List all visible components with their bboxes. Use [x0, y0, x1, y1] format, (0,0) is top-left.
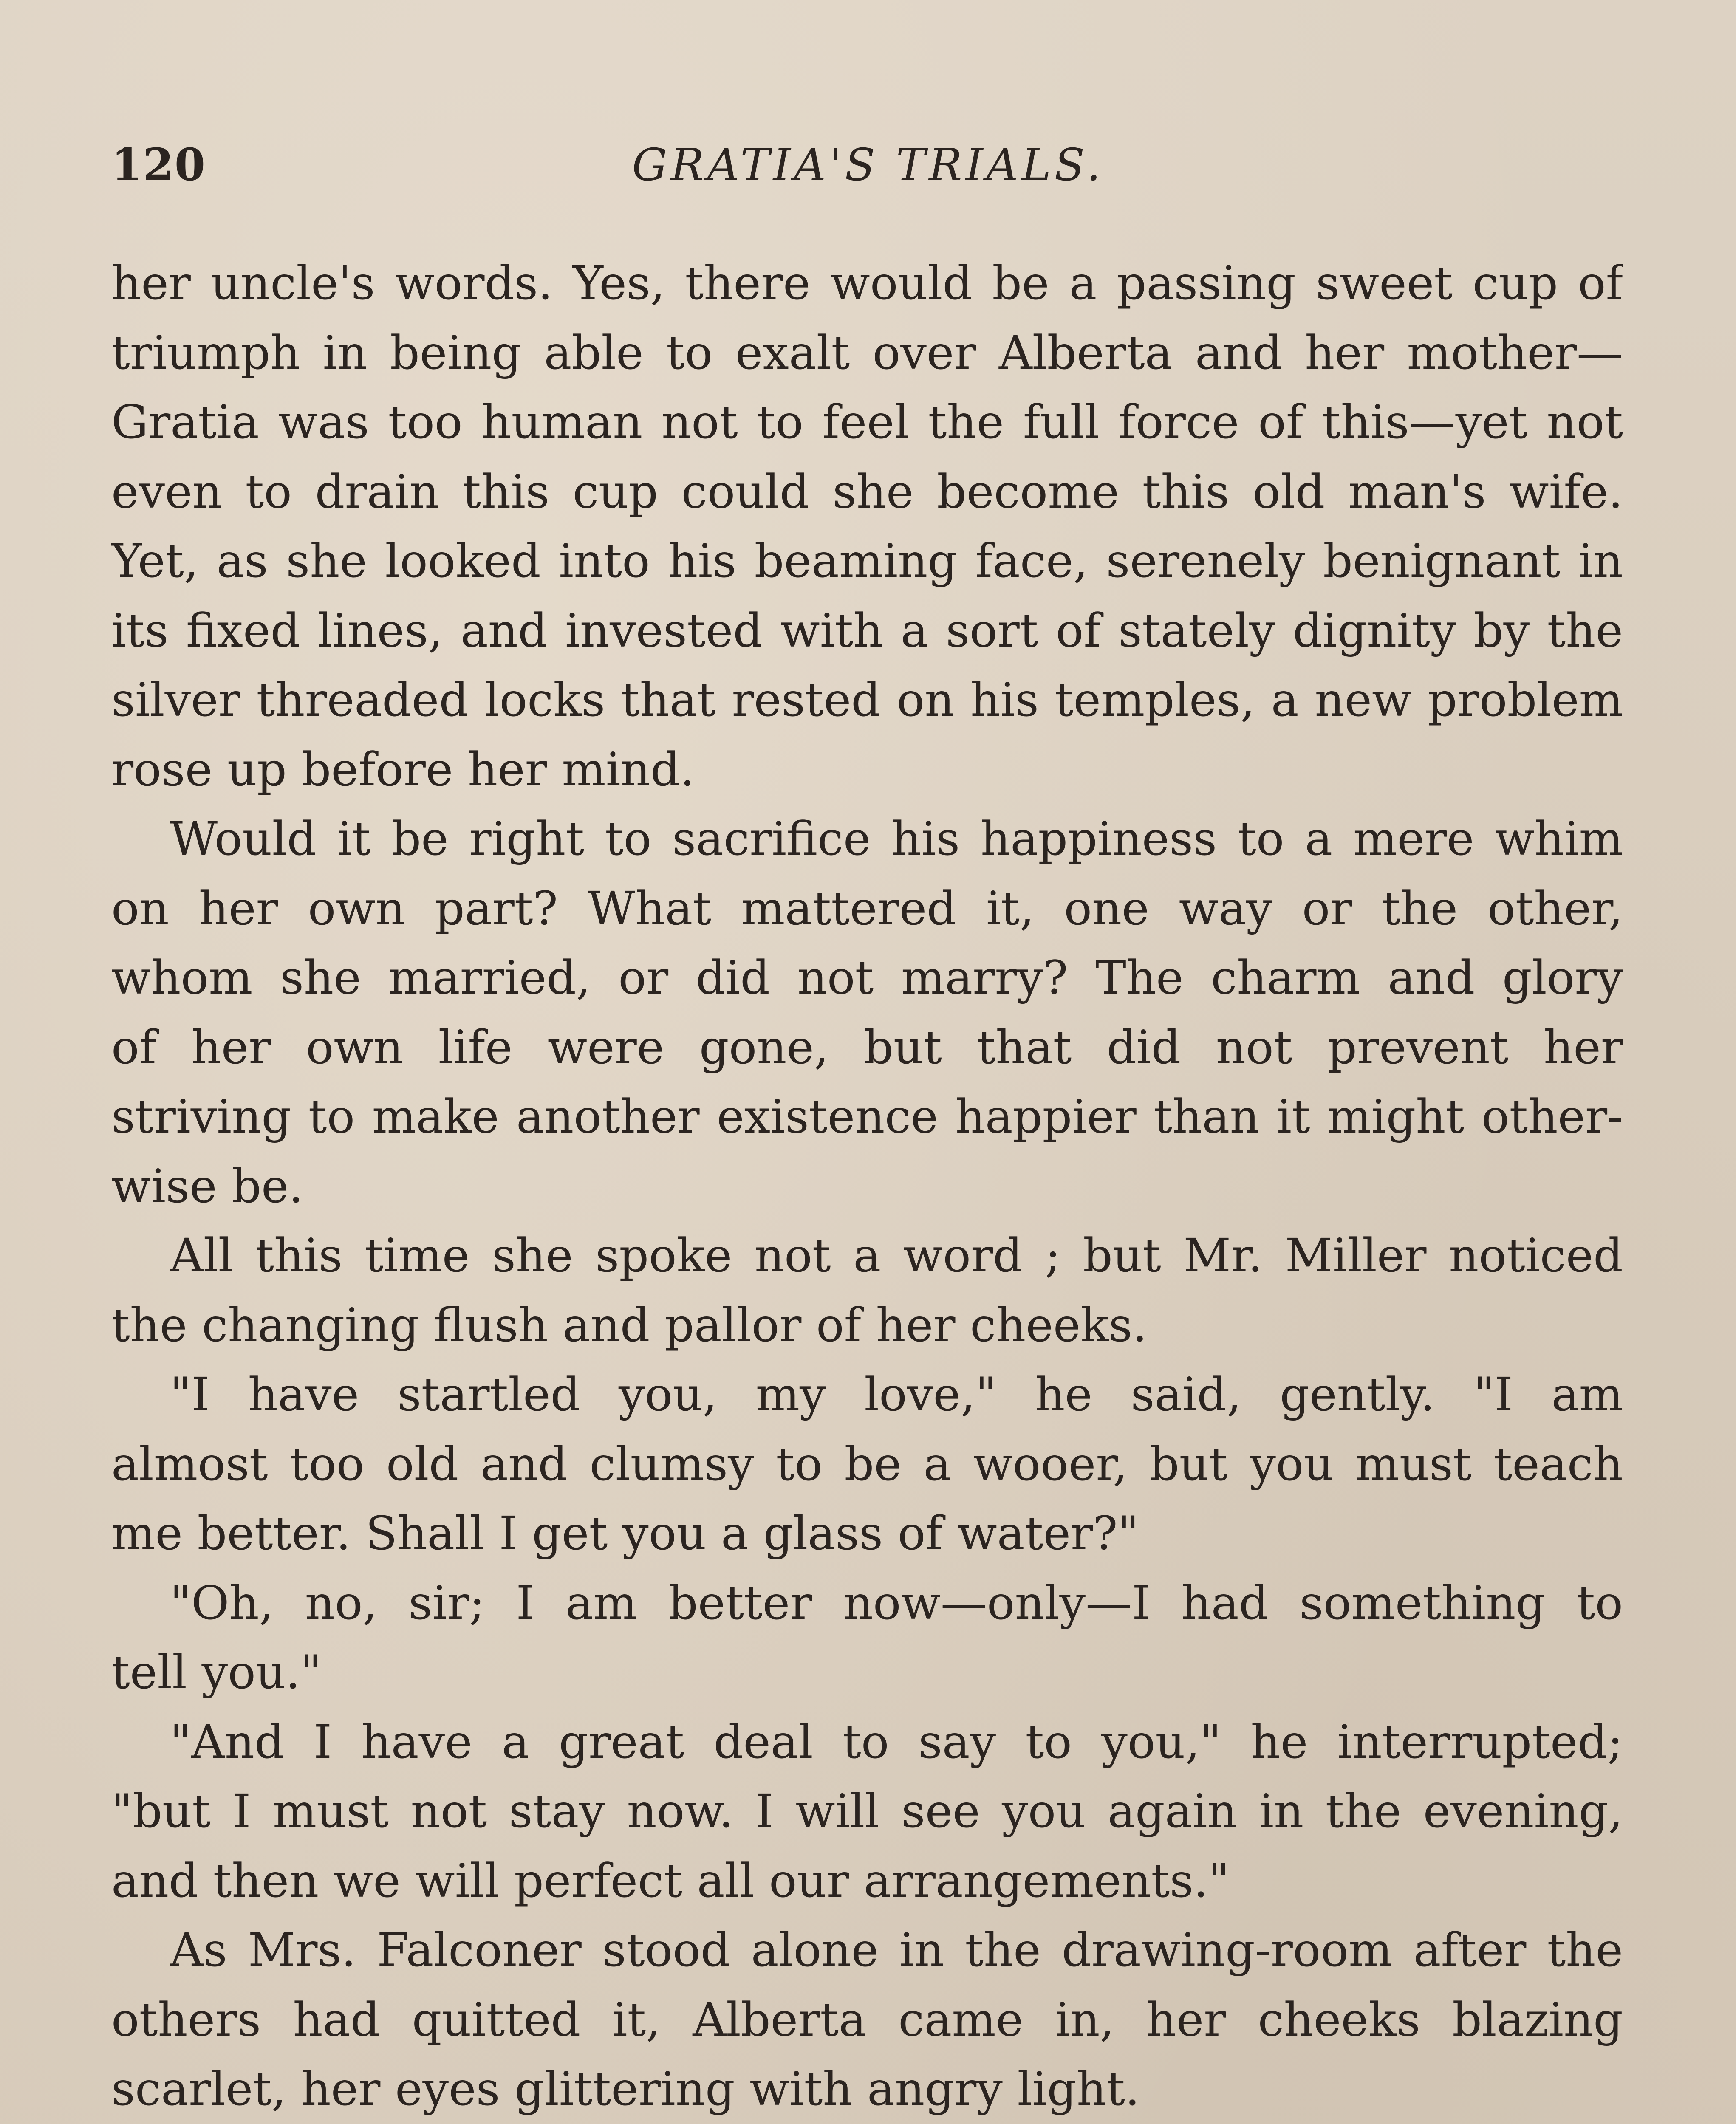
- text-line: wise be.: [111, 1159, 304, 1213]
- text-line: almost too old and clumsy to be a wooer, but you must teach: [111, 1437, 1623, 1491]
- text-line: striving to make another existence happier than it might other-: [111, 1090, 1623, 1144]
- text-line: on her own part? What mattered it, one way or the other,: [111, 881, 1623, 935]
- text-line: "Oh, no, sir; I am better now—only—I had something to: [170, 1576, 1623, 1630]
- text-line: even to drain this cup could she become this old man's wife.: [111, 464, 1623, 519]
- text-line: its fixed lines, and invested with a sort of stately dignity by the: [111, 603, 1623, 658]
- text-line: her uncle's words. Yes, there would be a passing sweet cup of: [111, 256, 1623, 310]
- page-number: 120: [111, 138, 206, 191]
- text-line: "And I have a great deal to say to you," he interrupted;: [170, 1714, 1623, 1769]
- text-line: others had quitted it, Alberta came in, her cheeks blazing: [111, 1992, 1623, 2047]
- text-line: me better. Shall I get you a glass of water?": [111, 1506, 1139, 1560]
- text-line: "I have startled you, my love," he said, gently. "I am: [170, 1367, 1623, 1421]
- text-line: Would it be right to sacrifice his happiness to a mere whim: [170, 812, 1623, 866]
- body-text: [111, 249, 1623, 2124]
- text-line: silver threaded locks that rested on his temples, a new problem: [111, 673, 1623, 727]
- text-line: scarlet, her eyes glittering with angry light.: [111, 2062, 1140, 2116]
- text-line: triumph in being able to exalt over Alberta and her mother—: [111, 325, 1623, 380]
- text-line: the changing flush and pallor of her cheeks.: [111, 1298, 1147, 1352]
- text-line: All this time she spoke not a word ; but Mr. Miller noticed: [170, 1229, 1623, 1282]
- running-title: GRATIA'S TRIALS.: [632, 139, 1104, 191]
- text-line: Yet, as she looked into his beaming face, serenely benignant in: [111, 534, 1623, 588]
- text-line: whom she married, or did not marry? The charm and glory: [111, 951, 1623, 1005]
- text-line: rose up before her mind.: [111, 742, 695, 796]
- text-line: Gratia was too human not to feel the full force of this—yet not: [111, 395, 1623, 449]
- text-line: As Mrs. Falconer stood alone in the drawing-room after the: [170, 1923, 1623, 1977]
- running-head: [111, 135, 1625, 195]
- text-line: of her own life were gone, but that did not prevent her: [111, 1020, 1623, 1074]
- text-line: "but I must not stay now. I will see you again in the evening,: [111, 1784, 1623, 1838]
- text-line: and then we will perfect all our arrangements.": [111, 1853, 1230, 1908]
- text-line: tell you.": [111, 1645, 322, 1699]
